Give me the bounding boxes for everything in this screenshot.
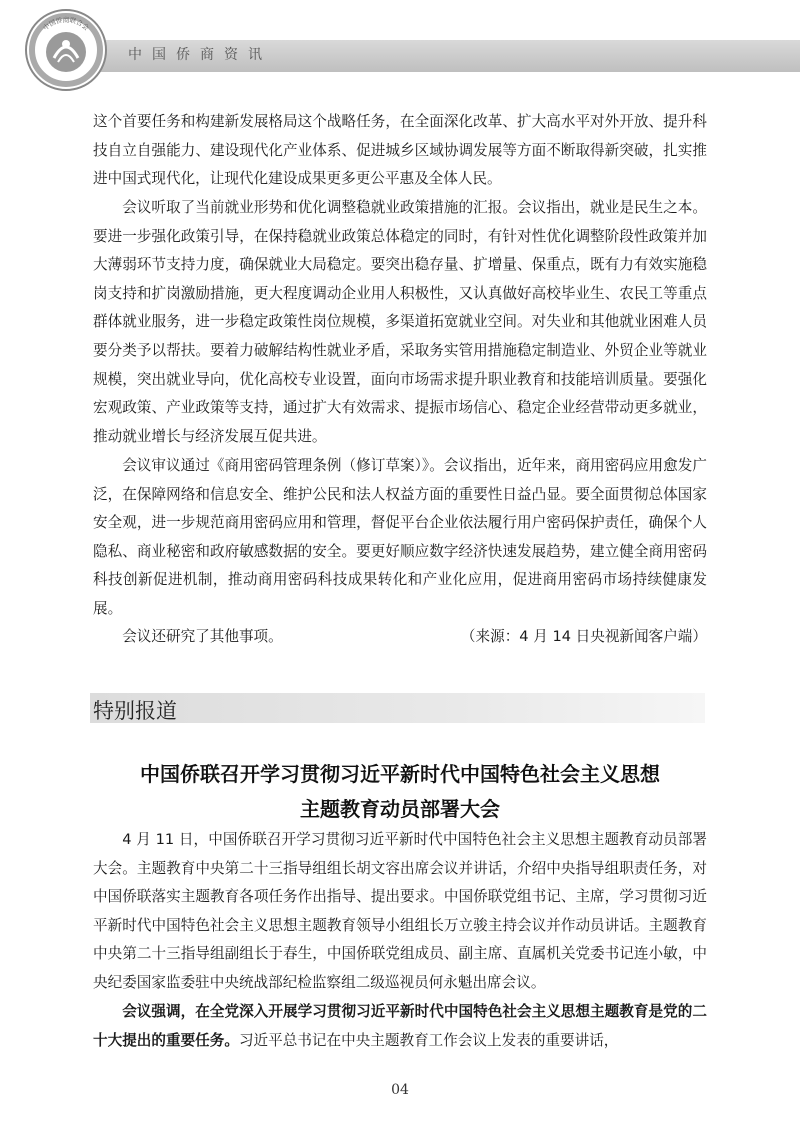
logo-icon bbox=[24, 8, 108, 92]
source-note: （来源：4 月 14 日央视新闻客户端） bbox=[460, 628, 707, 645]
article-title-line-1: 中国侨联召开学习贯彻习近平新时代中国特色社会主义思想 bbox=[140, 762, 660, 786]
paragraph-3: 会议审议通过《商用密码管理条例（修订草案）》。会议指出，近年来，商用密码应用愈发广泛，在保障网络和信息安全、维护公民和法人权益方面的重要性日益凸显。要全面贯彻总体国家安全观，进一步规范商用密码应用和管理，督促平台企业依法履行用户密码保护责任，确保个人隐私、商业秘密和政府敏感数据的安全。要更好顺应数字经济快速发展趋势，建立健全商用密码科技创新促进机制，推动商用密码科技成果转化和产业化应用，促进商用密码市场持续健康发展。 bbox=[93, 457, 707, 617]
article-paragraph-2-bold: 会议强调，在全党深入开展学习贯彻习近平新时代中国特色社会主义思想主题教育是党的二十大提出的重要任务。 bbox=[93, 1003, 707, 1049]
paragraph-2: 会议听取了当前就业形势和优化调整稳就业政策措施的汇报。会议指出，就业是民生之本。要进一步强化政策引导，在保持稳就业政策总体稳定的同时，有针对性优化调整阶段性政策并加大薄弱环节支持力度，确保就业大局稳定。要突出稳存量、扩增量、保重点，既有力有效实施稳岗支持和扩岗激励措施，更大程度调动企业用人积极性，又认真做好高校毕业生、农民工等重点群体就业服务，进一步稳定政策性岗位规模，多渠道拓宽就业空间。对失业和其他就业困难人员要分类予以帮扶。要着力破解结构性就业矛盾，采取务实管用措施稳定制造业、外贸企业等就业规模，突出就业导向，优化高校专业设置，面向市场需求提升职业教育和技能培训质量。要强化宏观政策、产业政策等支持，通过扩大有效需求、提振市场信心、稳定企业经营带动更多就业，推动就业增长与经济发展互促共进。 bbox=[93, 199, 707, 445]
article-title-line-2: 主题教育动员部署大会 bbox=[300, 797, 500, 821]
article-paragraph-2 bbox=[93, 998, 707, 1055]
paragraph-4: 会议还研究了其他事项。 bbox=[122, 628, 283, 645]
logo-text: 中国侨商联合会 bbox=[41, 16, 91, 33]
section-title: 特别报道 bbox=[93, 699, 177, 723]
article-paragraph-1: 4 月 11 日，中国侨联召开学习贯彻习近平新时代中国特色社会主义思想主题教育动员部署大会。主题教育中央第二十三指导组组长胡文容出席会议并讲话，介绍中央指导组职责任务，对中国侨联落实主题教育各项任务作出指导、提出要求。中国侨联党组书记、主席，学习贯彻习近平新时代中国特色社会主义思想主题教育领导小组组长万立骏主持会议并作动员讲话。主题教育中央第二十三指导组副组长于春生，中国侨联党组成员、副主席、直属机关党委书记连小敏，中央纪委国家监委驻中央统战部纪检监察组二级巡视员何永魁出席会议。 bbox=[93, 831, 707, 991]
page-number: 04 bbox=[391, 1082, 409, 1098]
section-bar bbox=[90, 693, 705, 723]
header-title: 中国侨商资讯 bbox=[128, 47, 272, 63]
paragraph-1: 这个首要任务和构建新发展格局这个战略任务，在全面深化改革、扩大高水平对外开放、提升科技自立自强能力、建设现代化产业体系、促进城乡区域协调发展等方面不断取得新突破，扎实推进中国式现代化，让现代化建设成果更多更公平惠及全体人民。 bbox=[93, 113, 707, 188]
article-paragraph-2-rest: 习近平总书记在中央主题教育工作会议上发表的重要讲话， bbox=[238, 1031, 619, 1049]
closing-row bbox=[93, 623, 707, 652]
